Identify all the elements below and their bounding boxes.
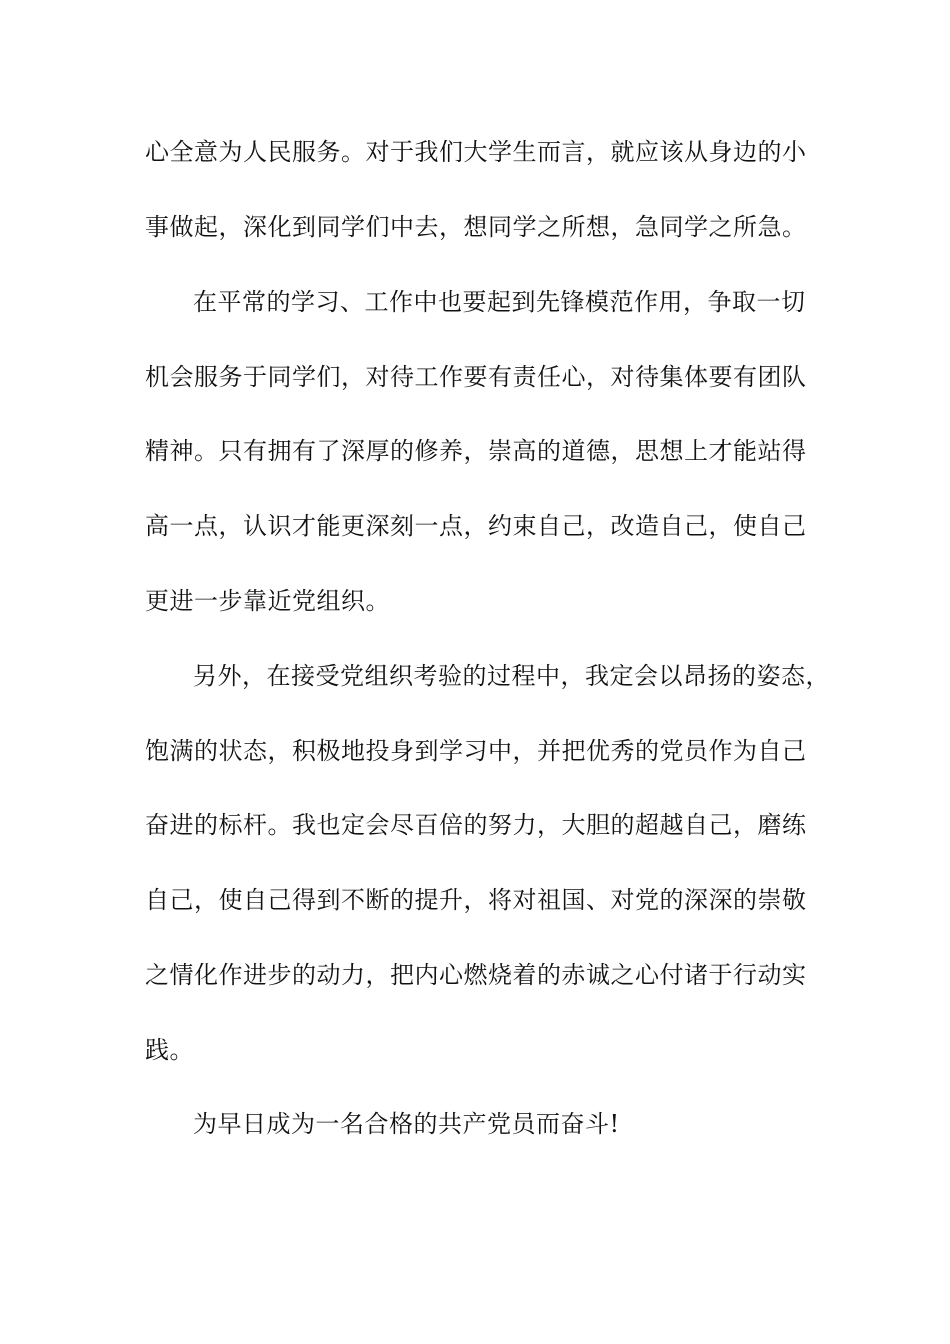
- text-line: 心全意为人民服务。对于我们大学生而言，就应该从身边的小: [145, 138, 807, 166]
- text-line: 事做起，深化到同学们中去，想同学之所想，急同学之所急。: [145, 213, 807, 241]
- text-line: 精神。只有拥有了深厚的修养，崇高的道德，思想上才能站得: [145, 437, 807, 465]
- paragraph-start-line: 为早日成为一名合格的共产党员而奋斗!: [193, 1110, 620, 1138]
- text-line: 机会服务于同学们，对待工作要有责任心，对待集体要有团队: [145, 363, 807, 391]
- paragraph-start-line: 另外，在接受党组织考验的过程中，我定会以昂扬的姿态，: [193, 662, 830, 690]
- text-line: 饱满的状态，积极地投身到学习中，并把优秀的党员作为自己: [145, 737, 807, 765]
- text-line: 践。: [145, 1036, 194, 1064]
- text-line: 自己，使自己得到不断的提升，将对祖国、对党的深深的崇敬: [145, 886, 807, 914]
- paragraph-start-line: 在平常的学习、工作中也要起到先锋模范作用，争取一切: [193, 288, 806, 316]
- text-line: 高一点，认识才能更深刻一点，约束自己，改造自己，使自己: [145, 512, 807, 540]
- text-line: 更进一步靠近党组织。: [145, 587, 390, 615]
- text-line: 之情化作进步的动力，把内心燃烧着的赤诚之心付诸于行动实: [145, 961, 807, 989]
- text-line: 奋进的标杆。我也定会尽百倍的努力，大胆的超越自己，磨练: [145, 811, 807, 839]
